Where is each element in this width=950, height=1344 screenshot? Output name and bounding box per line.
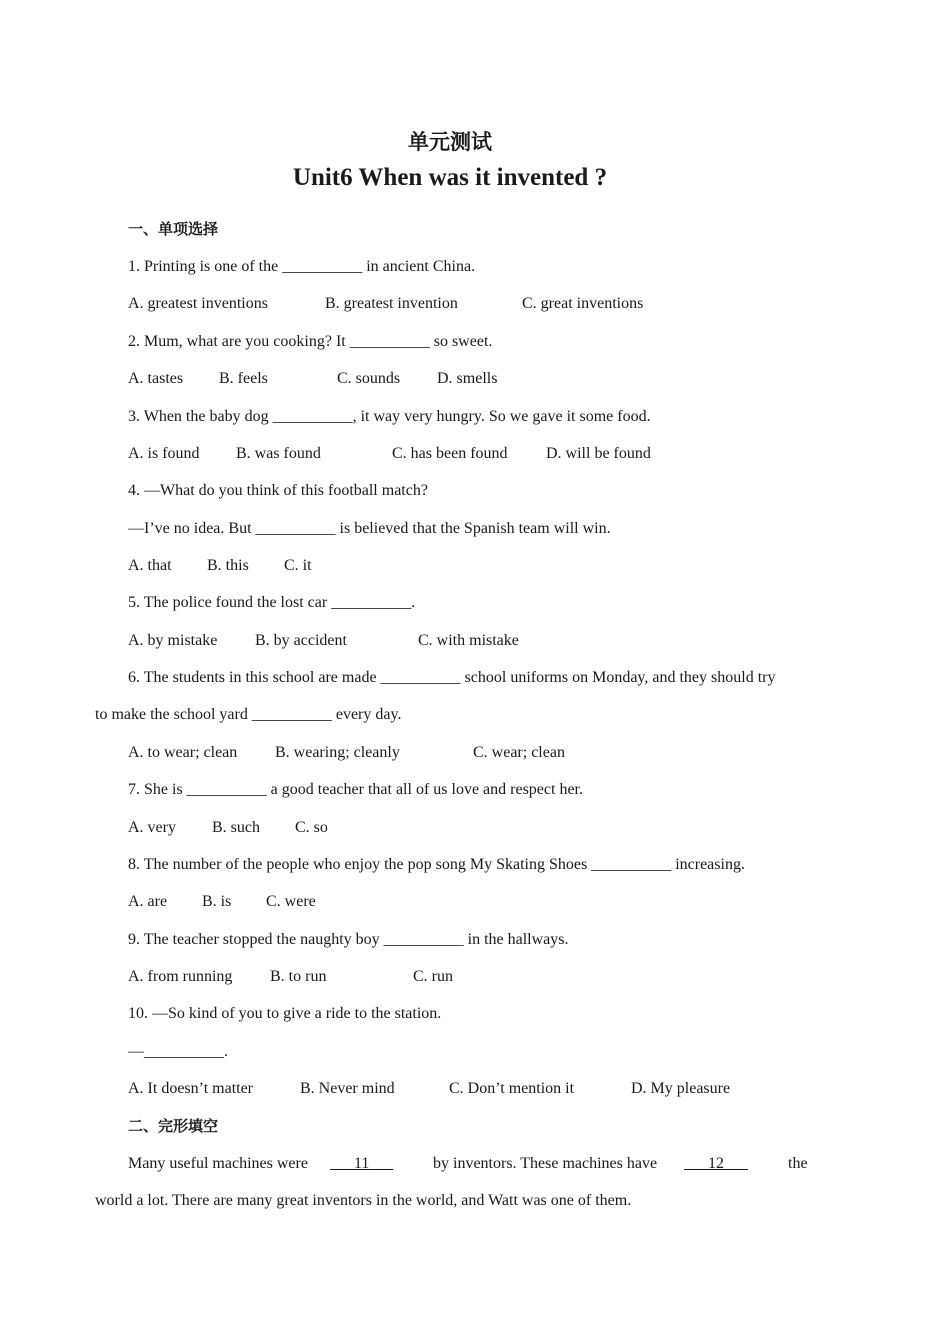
question-7-stem: 7. She is __________ a good teacher that all of us love and respect her.	[128, 781, 583, 798]
cloze-blank-12[interactable]	[684, 1154, 748, 1174]
unit-test-title: 单元测试	[408, 130, 492, 154]
cloze-text-1: Many useful machines were	[128, 1155, 308, 1172]
question-6-stem-2: to make the school yard __________ every day.	[95, 706, 402, 723]
cloze-blank-11[interactable]	[330, 1154, 393, 1174]
option-b[interactable]: B. this	[207, 557, 249, 574]
option-a[interactable]: A. are	[128, 893, 168, 910]
option-c[interactable]: C. wear; clean	[473, 744, 565, 761]
cloze-text-2: by inventors. These machines have	[433, 1155, 658, 1172]
question-5-stem: 5. The police found the lost car __________.	[128, 594, 416, 611]
option-a[interactable]: A. greatest inventions	[128, 295, 268, 312]
option-c[interactable]: C. has been found	[392, 445, 508, 462]
option-c[interactable]: C. it	[284, 557, 312, 574]
option-d[interactable]: D. smells	[437, 370, 498, 387]
cloze-text-3: the	[788, 1155, 808, 1172]
option-d[interactable]: D. will be found	[546, 445, 651, 462]
option-b[interactable]: B. Never mind	[300, 1080, 395, 1097]
option-b[interactable]: B. was found	[236, 445, 321, 462]
option-b[interactable]: B. greatest invention	[325, 295, 458, 312]
question-9-stem: 9. The teacher stopped the naughty boy __________ in the hallways.	[128, 931, 569, 948]
question-6-stem: 6. The students in this school are made __________ school uniforms on Monday, and they should try	[128, 669, 776, 686]
option-a[interactable]: A. by mistake	[128, 632, 218, 649]
option-d[interactable]: D. My pleasure	[631, 1080, 731, 1097]
option-c[interactable]: C. with mistake	[418, 632, 519, 649]
blank-number: 12	[708, 1155, 724, 1172]
question-4-stem: 4. —What do you think of this football match?	[128, 482, 428, 499]
section-heading-single-choice: 一、单项选择	[128, 220, 219, 238]
option-b[interactable]: B. feels	[219, 370, 268, 387]
question-4-stem-2: —I’ve no idea. But __________ is believed that the Spanish team will win.	[128, 520, 611, 537]
question-3-stem: 3. When the baby dog __________, it way very hungry. So we gave it some food.	[128, 408, 651, 425]
question-8-stem: 8. The number of the people who enjoy the pop song My Skating Shoes __________ increasing.	[128, 856, 745, 873]
blank-number: 11	[354, 1155, 370, 1172]
option-a[interactable]: A. tastes	[128, 370, 184, 387]
option-b[interactable]: B. by accident	[255, 632, 347, 649]
option-b[interactable]: B. to run	[270, 968, 327, 985]
question-10-stem: 10. —So kind of you to give a ride to the station.	[128, 1005, 442, 1022]
question-1-stem: 1. Printing is one of the __________ in ancient China.	[128, 258, 476, 275]
option-a[interactable]: A. very	[128, 819, 176, 836]
question-2-stem: 2. Mum, what are you cooking? It __________ so sweet.	[128, 333, 493, 350]
option-a[interactable]: A. to wear; clean	[128, 744, 238, 761]
option-a[interactable]: A. is found	[128, 445, 200, 462]
unit-title: Unit6 When was it invented ?	[292, 164, 608, 191]
option-c[interactable]: C. Don’t mention it	[449, 1080, 575, 1097]
option-c[interactable]: C. were	[266, 893, 316, 910]
section-heading-cloze: 二、完形填空	[128, 1117, 219, 1135]
option-c[interactable]: C. great inventions	[522, 295, 644, 312]
question-10-stem-2: —__________.	[128, 1043, 228, 1060]
cloze-paragraph-line-2: world a lot. There are many great inventors in the world, and Watt was one of them.	[95, 1192, 632, 1209]
option-a[interactable]: A. It doesn’t matter	[128, 1080, 254, 1097]
option-b[interactable]: B. wearing; cleanly	[275, 744, 400, 761]
option-b[interactable]: B. such	[212, 819, 260, 836]
option-b[interactable]: B. is	[202, 893, 232, 910]
option-c[interactable]: C. run	[413, 968, 453, 985]
option-a[interactable]: A. that	[128, 557, 172, 574]
option-a[interactable]: A. from running	[128, 968, 233, 985]
option-c[interactable]: C. so	[295, 819, 328, 836]
option-c[interactable]: C. sounds	[337, 370, 401, 387]
